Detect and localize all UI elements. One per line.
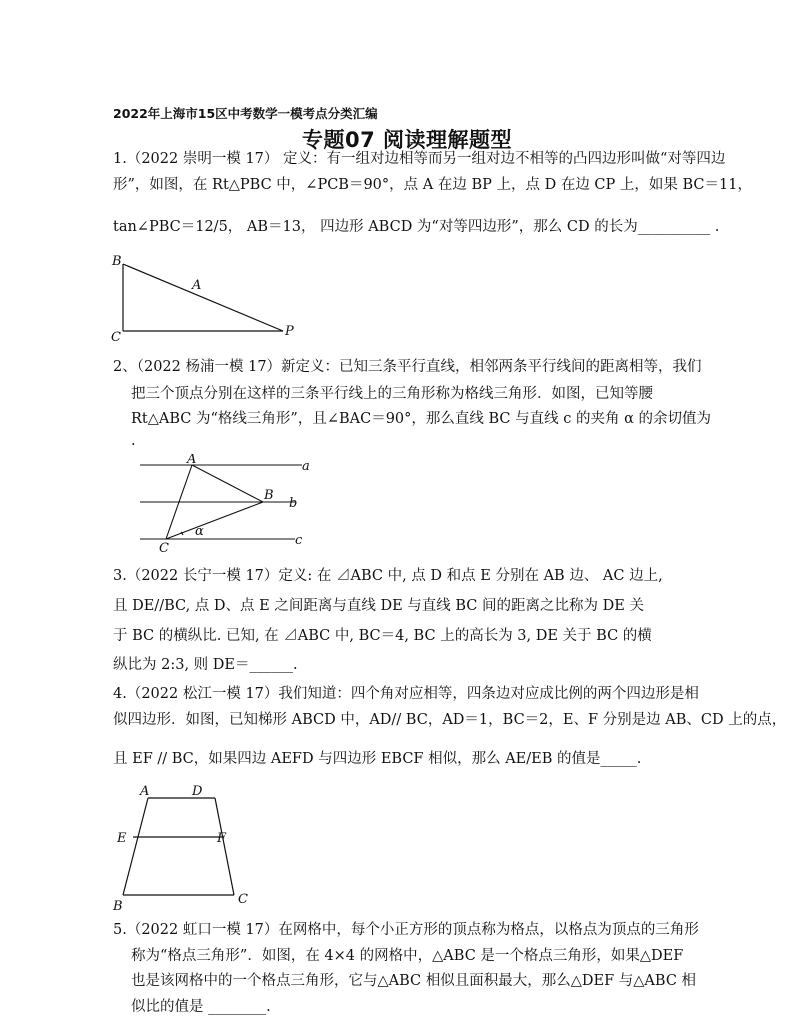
q4-trapezoid-figure bbox=[105, 780, 265, 916]
q3-line-1: 3.（2022 长宁一模 17）定义: 在 ⊿ABC 中, 点 D 和点 E 分别在 AB 边、 AC 边上, bbox=[113, 568, 663, 584]
q3-line-4: 纵比为 2:3, 则 DE＝______. bbox=[113, 657, 298, 673]
q1-line-2: 形”，如图，在 Rt△PBC 中，∠PCB＝90°，点 A 在边 BP 上，点 D 在边 CP 上，如果 BC＝11， bbox=[113, 177, 752, 193]
q3-line-3: 于 BC 的横纵比. 已知, 在 ⊿ABC 中, BC＝4, BC 上的高长为 3, DE 关于 BC 的横 bbox=[113, 628, 652, 644]
q2-label-line-c: c bbox=[295, 533, 303, 548]
q2-line-4: . bbox=[131, 433, 136, 449]
q4-label-c: C bbox=[238, 892, 248, 907]
q4-line-2: 似四边形．如图，已知梯形 ABCD 中，AD// BC，AD＝1，BC＝2，E、F 分别是边 AB、CD 上的点， bbox=[113, 712, 787, 728]
q4-label-f: F bbox=[217, 831, 227, 846]
page-title: 专题07 阅读理解题型 bbox=[302, 128, 513, 152]
q1-line-1: 1.（2022 崇明一模 17） 定义：有一组对边相等而另一组对边不相等的凸四边形叫做“对等四边 bbox=[113, 151, 726, 167]
q5-line-3: 也是该网格中的一个格点三角形，它与△ABC 相似且面积最大，那么△DEF 与△ABC 相 bbox=[131, 973, 697, 989]
q2-label-line-b: b bbox=[289, 496, 298, 511]
q4-label-a: A bbox=[140, 784, 150, 799]
q2-line-2: 把三个顶点分别在这样的三条平行线上的三角形称为格线三角形．如图，已知等腰 bbox=[131, 386, 653, 402]
q3-line-2: 且 DE//BC, 点 D、点 E 之间距离与直线 DE 与直线 BC 间的距离之比称为 DE 关 bbox=[113, 598, 644, 614]
q2-label-c: C bbox=[159, 541, 169, 556]
q4-line-1: 4.（2022 松江一模 17）我们知道：四个角对应相等，四条边对应成比例的两个四边形是相 bbox=[113, 686, 699, 702]
q1-label-b: B bbox=[112, 254, 122, 269]
q4-label-e: E bbox=[117, 831, 127, 846]
q5-line-4: 似比的值是 ________. bbox=[131, 999, 271, 1015]
q1-label-a: A bbox=[192, 278, 202, 293]
q2-label-line-a: a bbox=[302, 459, 310, 474]
q1-right-triangle-figure bbox=[105, 252, 305, 346]
q4-label-b: B bbox=[113, 899, 123, 914]
q5-line-1: 5.（2022 虹口一模 17）在网格中，每个小正方形的顶点称为格点，以格点为顶点的三角形 bbox=[113, 922, 699, 938]
collection-header: 2022年上海市15区中考数学一模考点分类汇编 bbox=[113, 106, 378, 121]
q2-label-alpha: α bbox=[195, 524, 204, 539]
q1-label-p: P bbox=[285, 324, 294, 339]
q2-label-a: A bbox=[187, 454, 197, 467]
q2-line-1: 2、（2022 杨浦一模 17）新定义：已知三条平行直线，相邻两条平行线间的距离相等，我们 bbox=[113, 359, 702, 375]
q4-line-3: 且 EF // BC，如果四边 AEFD 与四边形 EBCF 相似，那么 AE/EB 的值是_____. bbox=[113, 751, 642, 767]
q1-label-c: C bbox=[111, 330, 121, 345]
q2-grid-triangle-figure bbox=[130, 454, 310, 556]
q2-label-b: B bbox=[264, 488, 274, 503]
q5-line-2: 称为“格点三角形”．如图，在 4×4 的网格中，△ABC 是一个格点三角形，如果△DEF bbox=[131, 948, 684, 964]
q1-line-3: tan∠PBC＝12/5， AB＝13， 四边形 ABCD 为“对等四边形”，那么 CD 的长为__________ . bbox=[113, 219, 720, 235]
q2-line-3: Rt△ABC 为“格线三角形”，且∠BAC＝90°，那么直线 BC 与直线 c 的夹角 α 的余切值为 bbox=[131, 411, 711, 427]
q4-label-d: D bbox=[192, 784, 203, 799]
